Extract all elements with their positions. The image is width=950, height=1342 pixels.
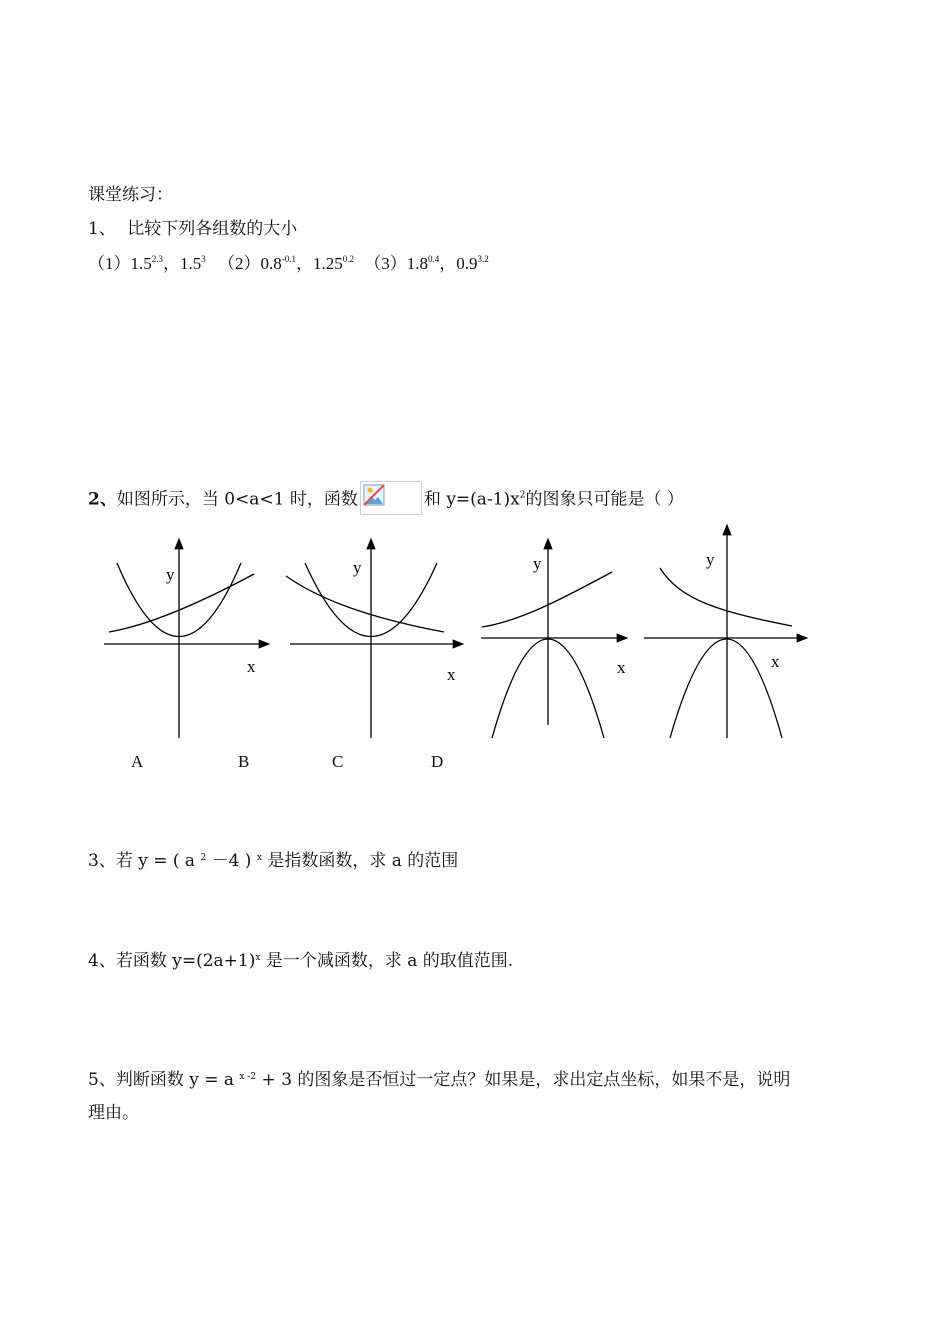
graph-4-exponential (660, 568, 792, 626)
question-5-continued: 理由。 (88, 1103, 139, 1123)
q3-exp-b: x (256, 853, 262, 863)
q1-part-2-a-exp: -0.1 (281, 254, 296, 264)
q1-part-1-a-base: 1.5 (130, 254, 152, 273)
q4-exp: x (255, 953, 261, 963)
q1-part-3-b-base: 0.9 (456, 254, 478, 273)
q1-part-1-a-exp: 2.3 (151, 254, 163, 264)
graph-4 (644, 526, 806, 738)
option-b-label: B (238, 752, 250, 771)
graph-2-x-label: x (447, 665, 456, 684)
q1-text: 比较下列各组数的大小 (127, 219, 298, 239)
q2-text-end: 的图象只可能是（ ） (525, 489, 684, 510)
q3-text-b: －4 ) (206, 851, 257, 871)
answer-graphs (0, 520, 950, 750)
graph-4-y-label: y (706, 550, 715, 569)
graph-3-y-label: y (533, 554, 542, 573)
section-header: 课堂练习： (88, 185, 173, 205)
q4-text-b: 是一个减函数，求 a 的取值范围. (260, 951, 514, 971)
graph-3 (481, 540, 626, 738)
q2-exp: 2 (519, 490, 526, 501)
graph-2-y-label: y (353, 558, 362, 577)
q1-part-1-b-base: 1.5 (180, 254, 202, 273)
question-3 (88, 850, 458, 872)
q1-part-2-b-base: 1.25 (313, 254, 343, 273)
question-4 (88, 950, 513, 972)
q2-label: 2、 (88, 489, 117, 510)
q1-part-2-sep: ， (296, 254, 313, 273)
q4-text-a: 4、若函数 y=(2a+1) (88, 951, 256, 971)
graph-2-exponential (286, 576, 444, 632)
q1-part-3-sep: ， (439, 254, 457, 273)
q1-part-2-a-base: 0.8 (260, 254, 282, 273)
q1-part-3-a-exp: 0.4 (428, 254, 440, 264)
q1-label: 1、 (88, 219, 116, 239)
option-c-label: C (332, 752, 344, 771)
q1-part-3-tag: （3） (364, 254, 407, 273)
graph-3-x-label: x (617, 658, 626, 677)
q1-part-3-a-base: 1.8 (406, 254, 428, 273)
question-1 (88, 218, 297, 240)
q1-part-2-b-exp: 0.2 (342, 254, 354, 264)
q5-exp: x -2 (239, 1072, 257, 1082)
q5-text-b: + 3 的图象是否恒过一定点？如果是，求出定点坐标，如果不是，说明 (256, 1070, 791, 1090)
q1-part-1-tag: （1） (88, 254, 131, 273)
graph-1-x-label: x (247, 657, 256, 676)
graph-4-parabola (670, 639, 782, 738)
q1-part-2-tag: （2） (218, 254, 261, 273)
q5-text-a: 5、判断函数 y = a (88, 1070, 240, 1090)
question-2 (88, 483, 684, 517)
q3-text-a: 3、若 y = ( a (88, 851, 201, 871)
graph-4-x-label: x (771, 652, 780, 671)
q1-part-1-b-exp: 3 (201, 254, 206, 264)
graph-2 (286, 540, 462, 738)
graph-1 (104, 540, 268, 738)
question-1-parts (88, 253, 489, 275)
q3-text-c: 是指数函数，求 a 的范围 (261, 851, 459, 871)
q2-text-after: 和 y=(a-1)x (423, 489, 520, 510)
graph-3-exponential (482, 572, 612, 627)
q1-part-1-sep: ， (163, 254, 180, 273)
option-a-label: A (131, 752, 144, 771)
q2-text-before: 如图所示，当 0<a<1 时，函数 (116, 489, 358, 510)
q1-part-3-b-exp: 3.2 (477, 254, 489, 264)
graph-1-y-label: y (166, 565, 175, 584)
q3-exp-a: 2 (200, 853, 207, 863)
option-d-label: D (431, 752, 444, 771)
broken-image-icon (360, 481, 422, 515)
question-5 (88, 1069, 790, 1091)
